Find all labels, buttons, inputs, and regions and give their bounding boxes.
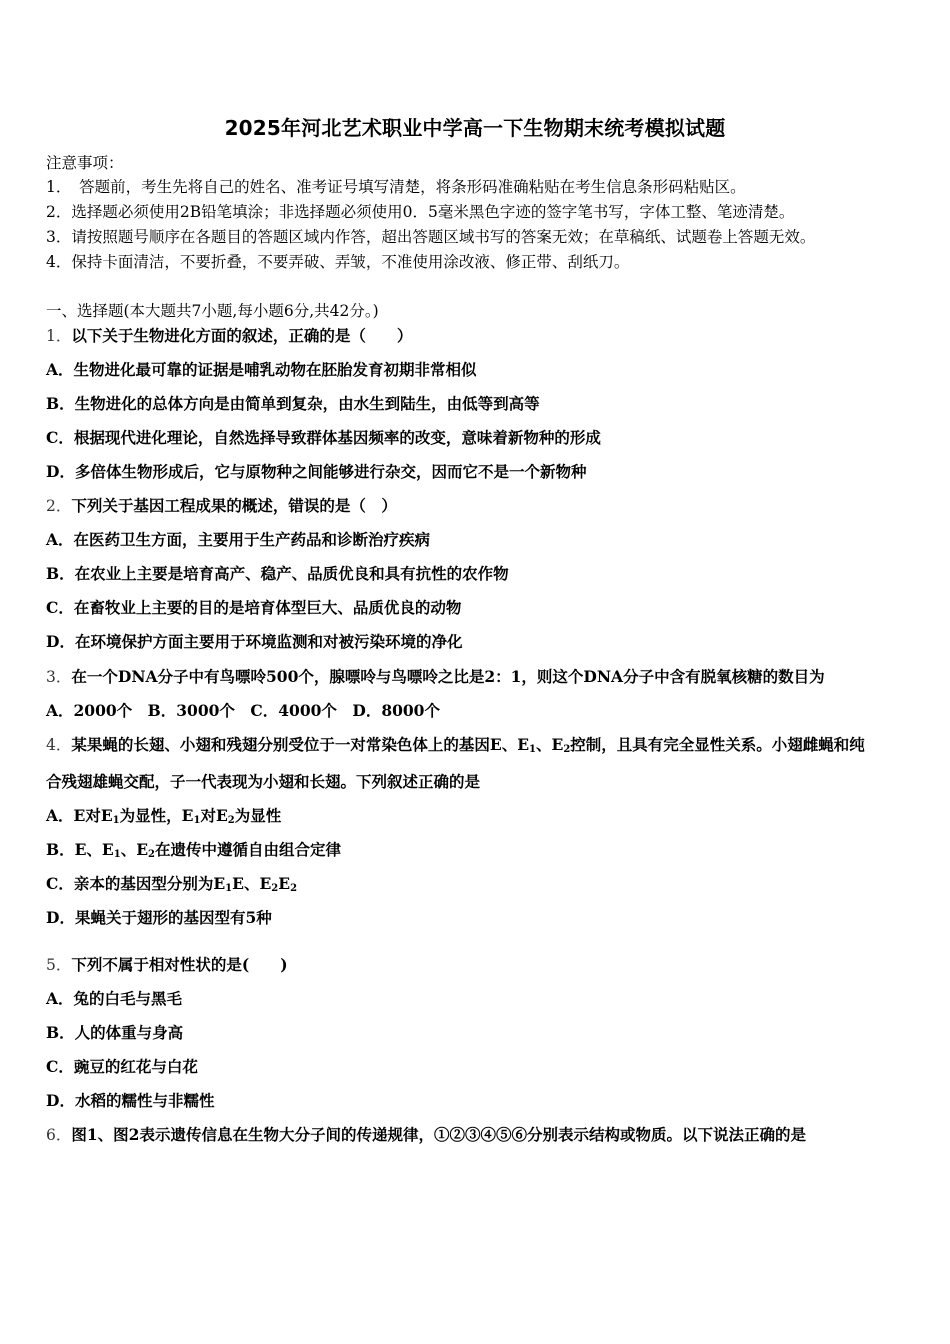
option-text: 水稻的糯性与非糯性	[74, 1091, 215, 1110]
question-text: 、E	[535, 735, 564, 754]
question-5-stem	[46, 954, 912, 976]
option-letter: B．	[46, 394, 75, 413]
section-heading: 一、选择题(本大题共7小题,每小题6分,共42分。)	[46, 302, 379, 320]
option-letter: D．	[46, 632, 75, 651]
question-text: 以下关于生物进化方面的叙述，正确的是（ ）	[71, 326, 413, 345]
question-number: 2．	[46, 497, 72, 515]
subscript: 1	[113, 849, 121, 860]
option-text: 为显性	[234, 806, 282, 825]
question-number: 3．	[46, 668, 72, 686]
option-letter: C．	[46, 874, 74, 893]
option-letter: A．	[46, 360, 74, 379]
option-text: 在农业上主要是培育高产、稳产、品质优良和具有抗性的农作物	[74, 564, 509, 583]
question-2-stem	[46, 495, 912, 517]
notice-heading: 注意事项：	[46, 154, 124, 172]
option-text: E	[278, 874, 291, 893]
question-text: 控制，且具有完全显性关系。小翅雌蝇和纯	[570, 735, 865, 754]
option-text: 亲本的基因型分别为E	[73, 874, 226, 893]
subscript: 2	[563, 744, 571, 755]
option-text: 根据现代进化理论，自然选择导致群体基因频率的改变，意味着新物种的形成	[73, 428, 601, 447]
question-2-option-b[interactable]	[46, 563, 912, 585]
option-text: 兔的白毛与黑毛	[73, 989, 183, 1008]
notice-item-1: 1． 答题前，考生先将自己的姓名、准考证号填写清楚，将条形码准确粘贴在考生信息条形码粘贴区。	[46, 178, 746, 196]
option-text: E、E	[232, 874, 272, 893]
option-text: 对E	[200, 806, 228, 825]
subscript: 2	[290, 883, 298, 894]
question-text: 某果蝇的长翅、小翅和残翅分别受位于一对常染色体上的基因E、E	[71, 735, 530, 754]
subscript: 1	[225, 883, 233, 894]
option-text: E、E	[74, 840, 114, 859]
option-text: 在畜牧业上主要的目的是培育体型巨大、品质优良的动物	[73, 598, 462, 617]
option-letter: D．	[46, 462, 75, 481]
question-1-stem	[46, 325, 912, 347]
option-text: 生物进化最可靠的证据是哺乳动物在胚胎发育初期非常相似	[73, 360, 477, 379]
question-3-options[interactable]: A．2000个 B．3000个 C．4000个 D．8000个	[46, 701, 440, 720]
option-text: E对E	[73, 806, 113, 825]
question-5-option-b[interactable]	[46, 1022, 912, 1044]
notice-item-3: 3．请按照题号顺序在各题目的答题区域内作答，超出答题区域书写的答案无效；在草稿纸、试题卷上答题无效。	[46, 228, 816, 246]
question-4-option-b[interactable]	[46, 839, 912, 866]
question-4-option-c[interactable]	[46, 873, 912, 900]
subscript: 2	[227, 815, 235, 826]
option-text: 果蝇关于翅形的基因型有5种	[74, 908, 272, 927]
question-6-stem	[46, 1124, 912, 1146]
option-text: 人的体重与身高	[74, 1023, 184, 1042]
option-letter: D．	[46, 908, 75, 927]
subscript: 2	[271, 883, 279, 894]
question-number: 6．	[46, 1126, 72, 1144]
subscript: 1	[529, 744, 536, 755]
option-letter: D．	[46, 1091, 75, 1110]
question-text: 在一个DNA分子中有鸟嘌呤500个，腺嘌呤与鸟嘌呤之比是2：1，则这个DNA分子中含有脱氧核糖的数目为	[71, 667, 825, 686]
subscript: 1	[193, 815, 201, 826]
question-2-option-d[interactable]	[46, 631, 912, 653]
option-text: 、E	[120, 840, 149, 859]
option-text: 多倍体生物形成后，它与原物种之间能够进行杂交，因而它不是一个新物种	[74, 462, 587, 481]
question-1-option-b[interactable]	[46, 393, 912, 415]
option-letter: B．	[46, 840, 75, 859]
notice-item-2: 2．选择题必须使用2B铅笔填涂；非选择题必须使用0．5毫米黑色字迹的签字笔书写，字体工整、笔迹清楚。	[46, 203, 795, 221]
notice-item-4: 4．保持卡面清洁，不要折叠，不要弄破、弄皱，不准使用涂改液、修正带、刮纸刀。	[46, 253, 630, 271]
option-letter: A．	[46, 989, 74, 1008]
option-text: 在医药卫生方面，主要用于生产药品和诊断治疗疾病	[73, 530, 431, 549]
question-2-option-c[interactable]	[46, 597, 912, 619]
question-1-option-d[interactable]	[46, 461, 912, 483]
question-4-option-a[interactable]	[46, 805, 912, 832]
question-1-option-c[interactable]	[46, 427, 912, 449]
option-text: 豌豆的红花与白花	[73, 1057, 198, 1076]
option-letter: A．	[46, 806, 74, 825]
question-1-option-a[interactable]	[46, 359, 912, 381]
option-letter: C．	[46, 1057, 74, 1076]
option-letter: C．	[46, 428, 74, 447]
question-2-option-a[interactable]	[46, 529, 912, 551]
question-5-option-d[interactable]	[46, 1090, 912, 1112]
question-4-stem	[46, 734, 912, 761]
question-4-option-d[interactable]	[46, 907, 912, 929]
option-text: 为显性，E	[119, 806, 194, 825]
question-4-stem-line-2: 合残翅雄蝇交配，子一代表现为小翅和长翅。下列叙述正确的是	[46, 772, 481, 791]
question-text: 图1、图2表示遗传信息在生物大分子间的传递规律，①②③④⑤⑥分别表示结构或物质。以下说法正确的是	[71, 1125, 806, 1144]
option-text: 在遗传中遵循自由组合定律	[155, 840, 342, 859]
page-title: 2025年河北艺术职业中学高一下生物期末统考模拟试题	[224, 116, 726, 140]
option-text: 在环境保护方面主要用于环境监测和对被污染环境的净化	[74, 632, 463, 651]
option-letter: A．	[46, 530, 74, 549]
option-letter: C．	[46, 598, 74, 617]
question-number: 1．	[46, 327, 72, 345]
question-5-option-a[interactable]	[46, 988, 912, 1010]
question-number: 4．	[46, 736, 72, 754]
question-text: 下列不属于相对性状的是( )	[71, 955, 288, 974]
option-letter: B．	[46, 1023, 75, 1042]
question-3-stem	[46, 666, 912, 688]
question-number: 5．	[46, 956, 72, 974]
option-letter: B．	[46, 564, 75, 583]
subscript: 1	[112, 815, 120, 826]
subscript: 2	[148, 849, 156, 860]
question-5-option-c[interactable]	[46, 1056, 912, 1078]
question-text: 下列关于基因工程成果的概述，错误的是（ ）	[71, 496, 397, 515]
option-text: 生物进化的总体方向是由简单到复杂，由水生到陆生，由低等到高等	[74, 394, 540, 413]
